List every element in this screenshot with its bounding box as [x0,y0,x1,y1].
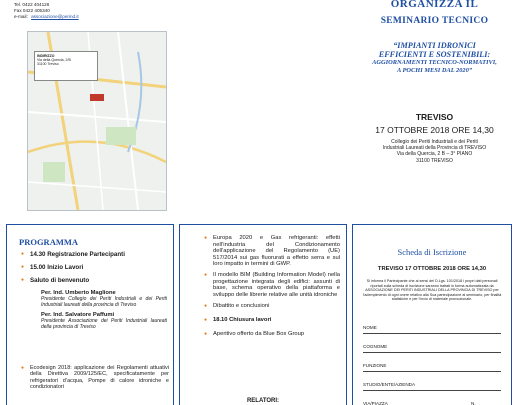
middle-item: ● Dibattito e conclusioni [204,303,340,310]
panel-form [352,224,512,405]
field-label: N. [471,401,476,405]
fax-text: Fax 0422 405340 [14,8,50,13]
subtitle-line: “IMPIANTI IDRONICI [393,41,476,50]
heading-organizza: ORGANIZZA IL [390,0,479,10]
map-card-line: Via della Quercia, 2/B [37,58,71,62]
field-label: VIA/PIAZZA [363,401,388,405]
program-label: Inizio Lavori [47,264,84,271]
program-title: PROGRAMMA [19,237,79,247]
email-row [14,14,79,20]
heading-seminario: SEMINARIO TECNICO [380,16,489,26]
form-city-date: TREVISO 17 OTTOBRE 2018 ORE 14,30 [377,266,487,272]
venue-line: 31100 TREVISO [416,157,453,164]
map-info-card [34,51,98,81]
program-item [21,264,169,271]
address-row [363,399,501,405]
venue-block [352,139,517,164]
middle-item: ● Il modello BIM (Building Information Model) nella progettazione integrata degli edifici: assunti di base, schema operativo della piattaforma e sviluppo delle librerie relative alle unità idroniche [204,272,340,298]
panel-middle [179,224,347,405]
subtitle-line: EFFICIENTI E SOSTENIBILI: [378,50,491,59]
subtitle-line: A POCHI MESI DAL 2020” [396,67,473,74]
location-map[interactable] [27,31,167,211]
field-label: FUNZIONE [363,363,387,368]
program-item-ecodesign: ● Ecodesign 2018: applicazione dei Regolamenti attuativi della Direttiva 2009/125/EC, specificatamente per refrigeratori d’acqua, Pompe di calore idroniche e condizionatori [21,365,169,391]
field-label: NOME [363,325,377,330]
venue-line: Via della Quercia, 2 B – 3° PIANO [396,151,473,158]
middle-list [204,235,340,337]
panel-top-right [352,0,517,222]
event-city: TREVISO [415,112,454,122]
venue-line: Industriali Laureati della Provincia di TREVISO [382,145,487,152]
panel-top-middle [178,0,348,222]
seminar-subtitle [356,41,513,75]
relatori-label: RELATORI: [246,398,280,404]
program-list-2 [21,365,169,391]
speaker-name: Per. Ind. Umberto Maglione [41,290,116,296]
middle-item: ● Europa 2020 e Gas refrigeranti: effetti nell’industria del Condizionamento dell’applicazione del Regolamento (UE) 517/2014 sui gas fluorurati a effetto serra e sul loro impatto in termini di GWP. [204,235,340,268]
privacy-note: Si informa il Partecipante che ai sensi del D.Lgs. 101/2018 i propri dati personali riportati sulla scheda di iscrizione saranno trattati in forma automatizzata da ASSOCIAZIONE DEI PERITI INDUSTRIALI DELLA PROVINCIA DI TREVISO per l’adempimento di ogni onere relativo alla Sua partecipazione al seminario, per finalità statistiche e per l’invio di materiale promozionale. [362,279,502,302]
middle-item: ● 18.10 Chiusura lavori [204,317,340,324]
program-item [21,277,169,284]
email-link[interactable]: associazione@perind.it [31,14,79,19]
speaker-block [41,291,167,331]
field-label: COGNOME [363,344,388,349]
program-item [21,251,169,258]
speaker-name: Per. Ind. Salvatore Paffumi [41,312,115,319]
email-label: e-mail: [14,14,28,19]
program-list [21,251,169,289]
program-label: Saluto di benvenuto [30,277,90,284]
subtitle-line: AGGIORNAMENTI TECNICO-NORMATIVI, [372,59,497,66]
program-time: 14.30 [30,251,46,258]
map-pin-icon[interactable] [90,94,104,101]
map-card-line: 31100 Treviso [37,62,59,66]
map-card-title: INDIRIZZO [37,54,55,58]
program-label: Registrazione Partecipanti [47,251,125,258]
speaker-role: Presidente Associazione dei Periti Industriali laureati della provincia di Treviso [41,318,167,330]
role-field[interactable] [363,361,501,372]
speaker-role: Presidente Collegio dei Periti Industriali e dei Periti Industriali laureati della provincia di Treviso [41,295,167,308]
form-title: Scheda di Iscrizione [397,247,467,257]
number-field[interactable] [471,399,501,405]
tel-text: Tel. 0422 404126 [14,2,50,7]
program-time: 15.00 [30,264,46,271]
venue-line: Collegio dei Periti Industriali e dei Periti [391,139,478,145]
field-label: STUDIO/ENTE/AZIENDA [363,382,416,387]
panel-top-left [0,0,175,222]
panel-programma [6,224,174,405]
name-field[interactable] [363,323,501,334]
event-date: 17 OTTOBRE 2018 ORE 14,30 [375,125,494,135]
company-field[interactable] [363,380,501,391]
form-fields [363,317,501,405]
street-field[interactable] [363,399,467,405]
surname-field[interactable] [363,342,501,353]
contact-block [14,2,79,20]
middle-item: ● Aperitivo offerto da Blue Box Group [204,331,340,338]
